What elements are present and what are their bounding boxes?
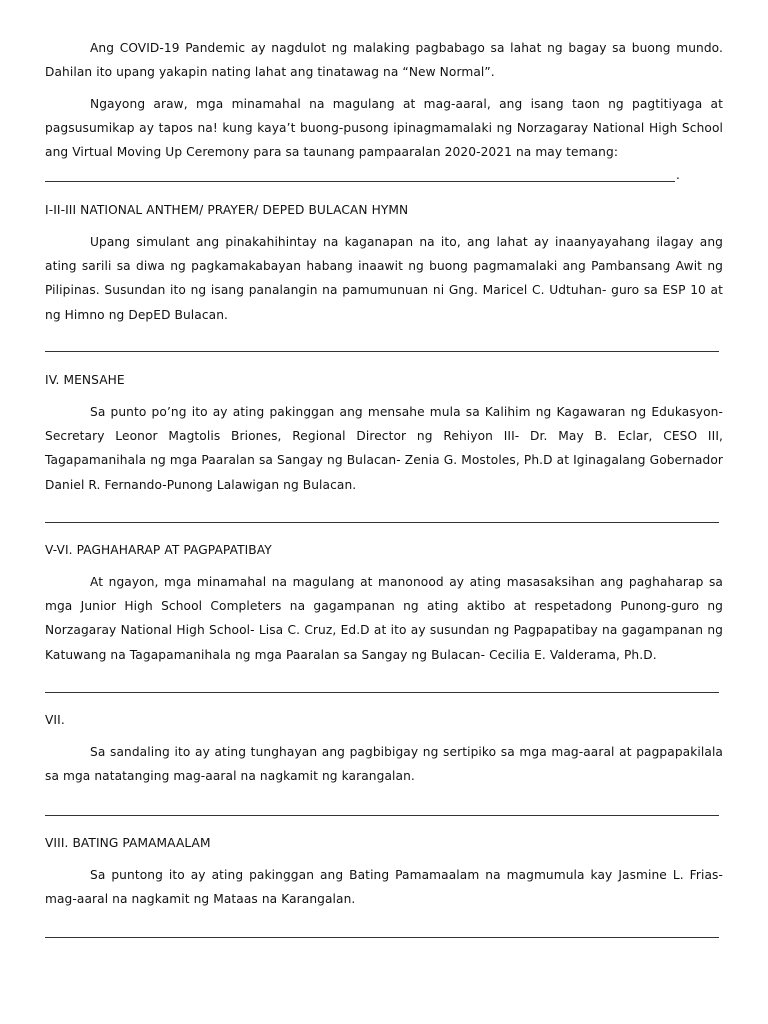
section-divider <box>45 937 719 938</box>
section-divider <box>45 815 719 816</box>
section-body-mensahe: Sa punto po’ng ito ay ating pakinggan ang mensahe mula sa Kalihim ng Kagawaran ng Edukasyon- Secretary Leonor Magtolis Briones, Regional Director ng Rehiyon III- Dr. May B. Eclar, CESO III, Tagapamanihala ng mga Paaralan sa Sangay ng Bulacan- Zenia G. Mostoles, Ph.D at Iginagalang Gobernador Daniel R. Fernando-Punong Lalawigan ng Bulacan. <box>45 405 723 492</box>
intro-paragraph-1: Ang COVID-19 Pandemic ay nagdulot ng malaking pagbabago sa lahat ng bagay sa buong mundo. Dahilan ito upang yakapin nating lahat ang tinatawag na “New Normal”. <box>45 41 723 80</box>
section-divider <box>45 351 719 352</box>
theme-blank-period: . <box>676 168 680 182</box>
section-body-vii: Sa sandaling ito ay ating tunghayan ang pagbibigay ng sertipiko sa mga mag-aaral at pagpapakilala sa mga natatanging mag-aaral na nagkamit ng karangalan. <box>45 745 723 784</box>
section-divider <box>45 522 719 523</box>
intro-paragraph-2: Ngayong araw, mga minamahal na magulang at mag-aaral, ang isang taon ng pagtitiyaga at pagsusumikap ay tapos na! kung kaya’t buong-pusong ipinagmamalaki ng Norzagaray National High School ang Virtual Moving Up Ceremony para sa taunang pampaaralan 2020-2021 na may temang: <box>45 97 723 160</box>
theme-blank-line <box>45 181 675 182</box>
section-heading-paghaharap: V-VI. PAGHAHARAP AT PAGPAPATIBAY <box>45 543 272 557</box>
section-body-bating-pamamaalam: Sa puntong ito ay ating pakinggan ang Bating Pamamaalam na magmumula kay Jasmine L. Frias- mag-aaral na nagkamit ng Mataas na Karangalan. <box>45 868 723 907</box>
section-heading-anthem-prayer-hymn: I-II-III NATIONAL ANTHEM/ PRAYER/ DEPED BULACAN HYMN <box>45 203 409 217</box>
section-heading-vii: VII. <box>45 713 65 727</box>
section-heading-bating-pamamaalam: VIII. BATING PAMAMAALAM <box>45 836 211 850</box>
section-heading-mensahe: IV. MENSAHE <box>45 373 125 387</box>
section-divider <box>45 692 719 693</box>
section-body-paghaharap: At ngayon, mga minamahal na magulang at manonood ay ating masasaksihan ang paghaharap sa mga Junior High School Completers na gagampanan ng ating aktibo at respetadong Punong-guro ng Norzagaray National High School- Lisa C. Cruz, Ed.D at ito ay susundan ng Pagpapatibay na gagampanan ng Katuwang na Tagapamanihala ng mga Paaralan sa Sangay ng Bulacan- Cecilia E. Valderama, Ph.D. <box>45 575 723 662</box>
section-body-anthem-prayer-hymn: Upang simulant ang pinakahihintay na kaganapan na ito, ang lahat ay inaanyayahang ilagay ang ating sarili sa diwa ng pagkamakabayan habang inaawit ng buong pagmamalaki ang Pambansang Awit ng Pilipinas. Susundan ito ng isang panalangin na pamumunuan ni Gng. Maricel C. Udtuhan- guro sa ESP 10 at ng Himno ng DepED Bulacan. <box>45 235 723 322</box>
